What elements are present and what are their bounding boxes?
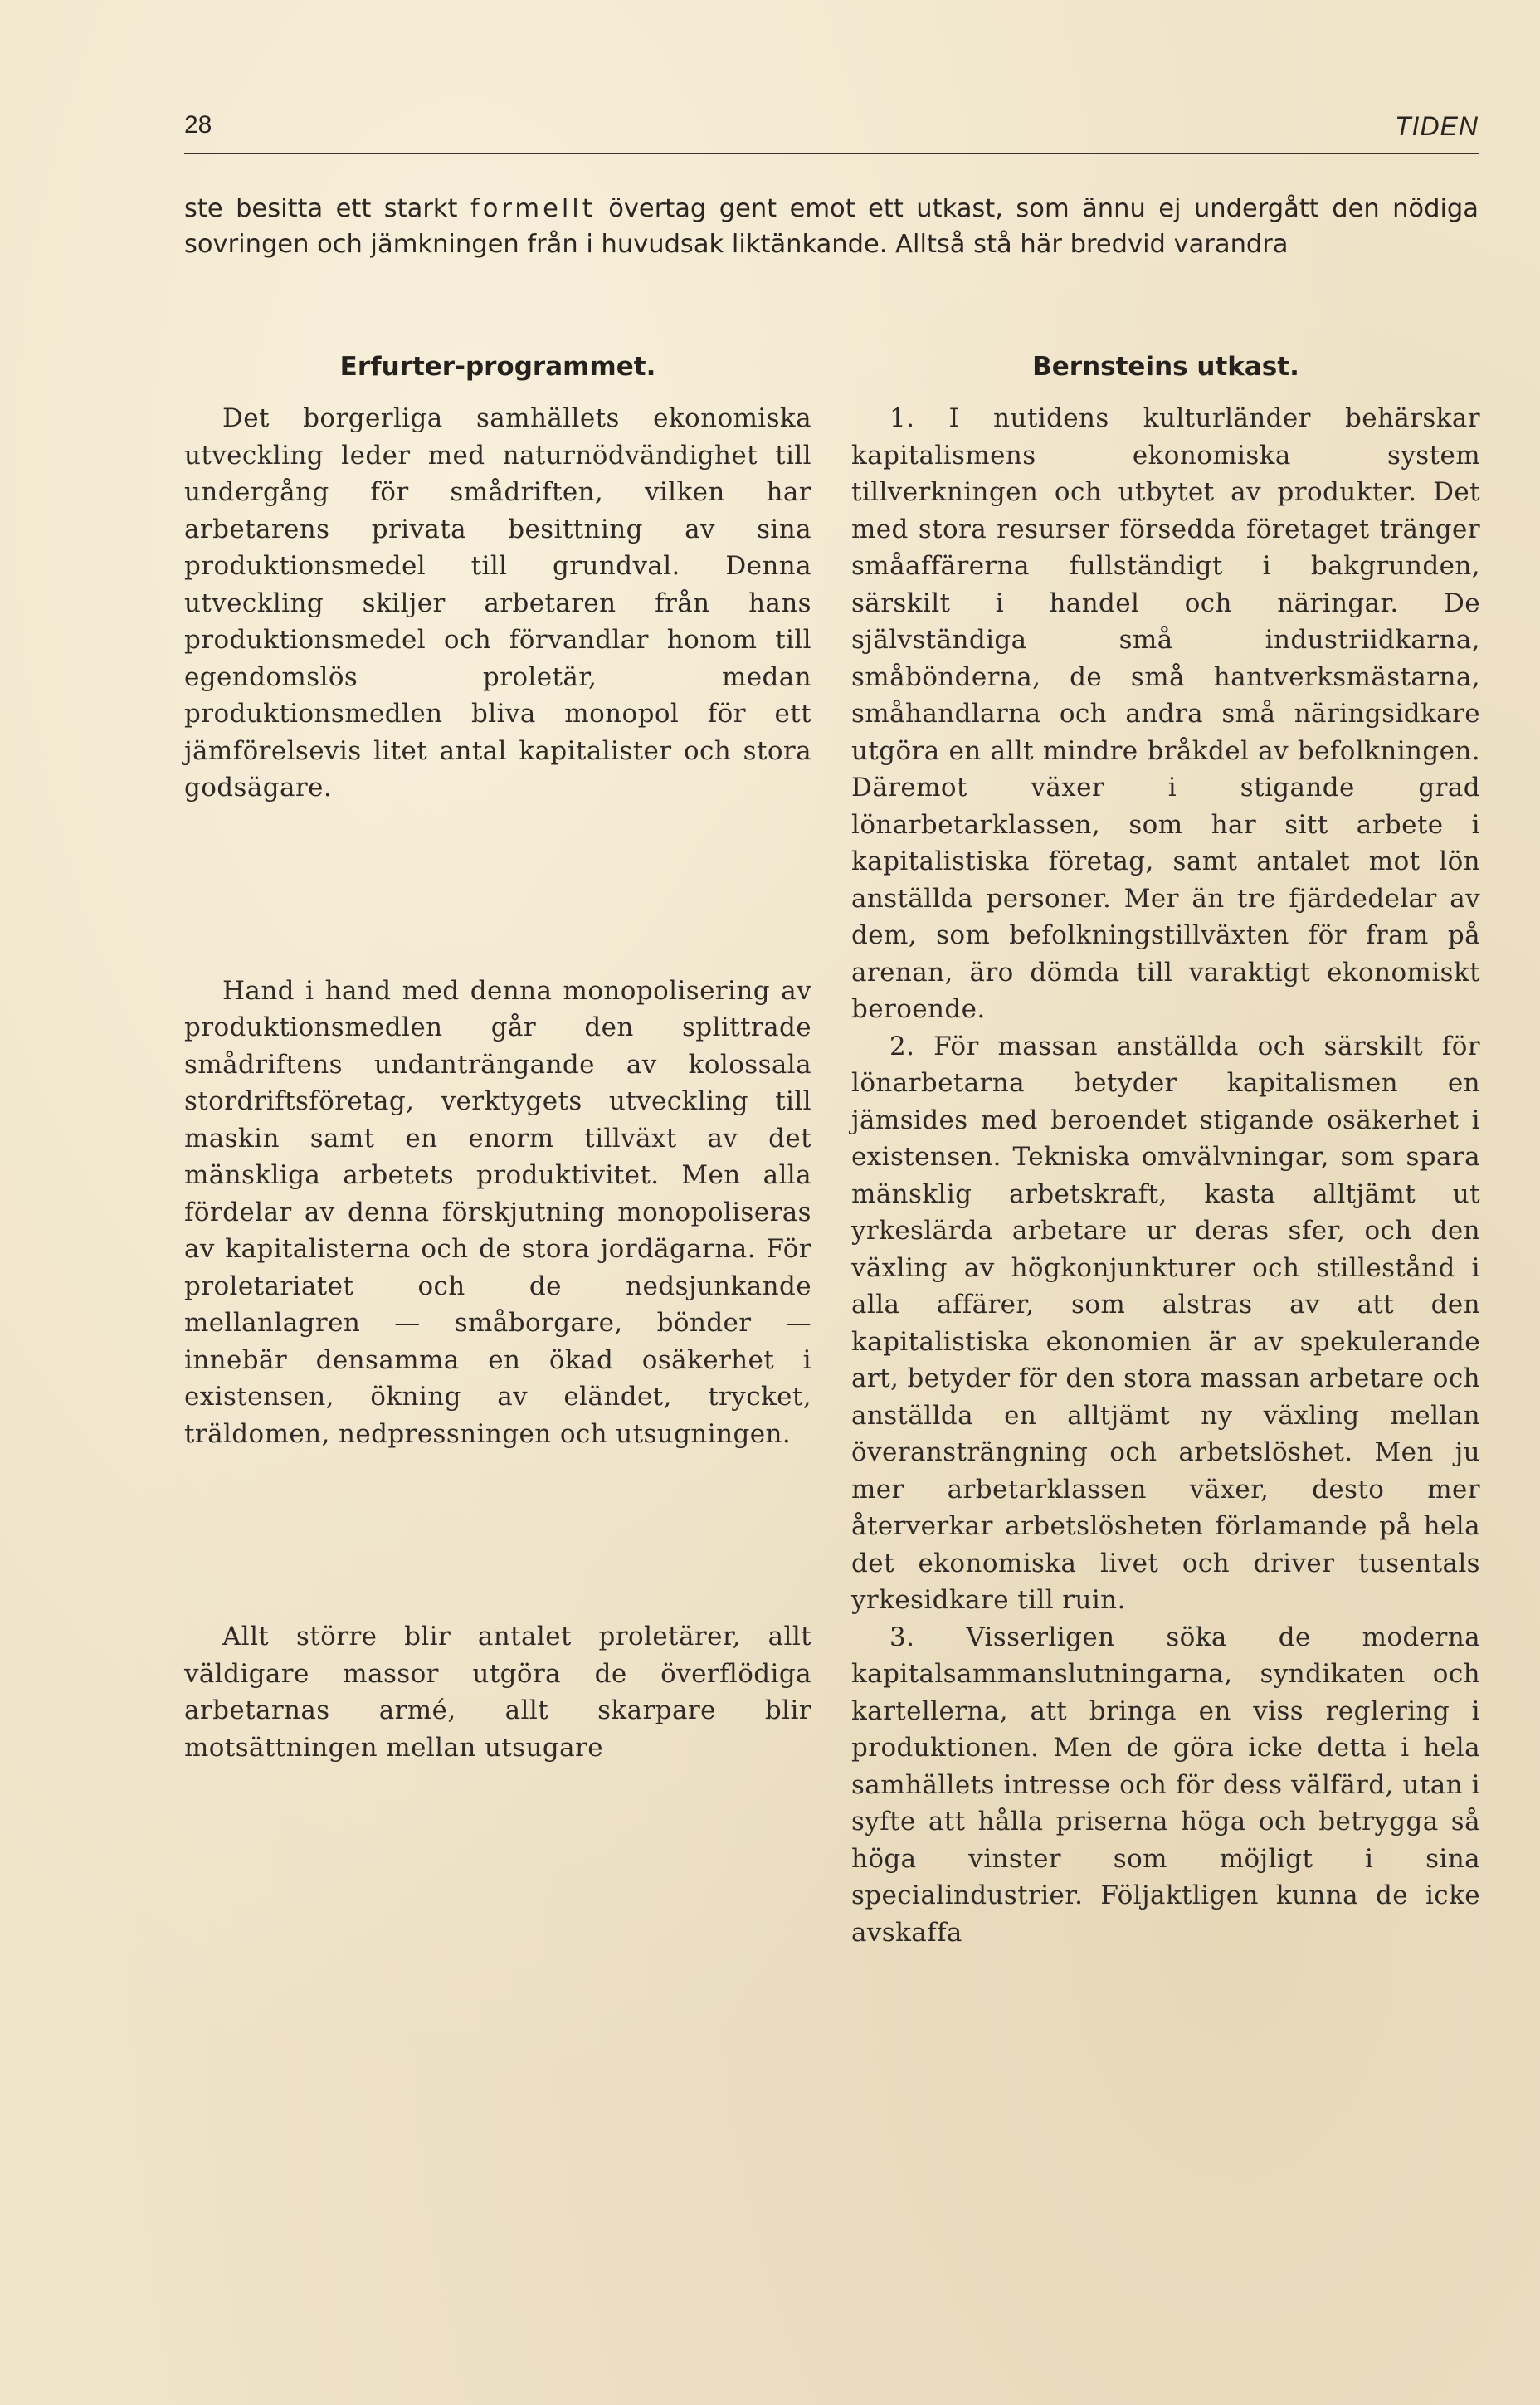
right-column-heading: Bernsteins utkast.	[1032, 352, 1299, 382]
left-paragraph-2: Hand i hand med denna monopolisering av produktionsmedlen går den splittrade smådriftens undanträngande av kolossala stordriftsföretag, verktygets utveckling till maskin samt en enorm tillväxt av det mänskliga arbetets produktivitet. Men alla fördelar av denna förskjutning monopoliseras av kapitalisterna och de stora jordägarna. För proletariatet och de nedsjunkande mellanlagren — småborgare, bönder — innebär densamma en ökad osäkerhet i existensen, ökning av eländet, trycket, träldomen, nedpressningen och utsugningen.	[184, 975, 811, 1449]
journal-name: TIDEN	[1395, 111, 1479, 141]
page-header	[184, 106, 1479, 154]
page-number: 28	[184, 111, 212, 139]
intro-paragraph	[184, 191, 1479, 262]
left-paragraph-3: Allt större blir antalet proletärer, allt väldigare massor utgöra de överflödiga arbetarnas armé, allt skarpare blir motsättningen mellan utsugare	[184, 1622, 811, 1763]
right-paragraph-2: 2. För massan anställda och särskilt för lönarbetarna betyder kapitalismen en jämsides med beroendet stigande osäkerhet i existensen. Tekniska omvälvningar, som spara mänsklig arbetskraft, kasta alltjämt ut yrkeslärda arbetare ur deras sfer, och den växling av högkonjunkturer och stillestånd i alla affärer, som alstras av att den kapitalistiska ekonomien är av spekulerande art, betyder för den stora massan arbetare och anställda en alltjämt ny växling mellan överansträngning och arbetslöshet. Men ju mer arbetarklassen växer, desto mer återverkar arbetslösheten förlamande på hela det ekonomiska livet och driver tusentals yrkesidkare till ruin.	[851, 1031, 1480, 1615]
right-paragraph-3: 3. Visserligen söka de moderna kapitalsammanslutningarna, syndikaten och kartellerna, att bringa en viss reglering i produktionen. Men de göra icke detta i hela samhällets intresse och för dess välfärd, utan i syfte att hålla priserna höga och betrygga så höga vinster som möjligt i sina specialindustrier. Följaktligen kunna de icke avskaffa	[851, 1622, 1480, 1948]
left-column-heading: Erfurter-programmet.	[339, 352, 656, 382]
intro-emphasis: formellt	[470, 194, 596, 223]
right-column-bernstein	[851, 349, 1480, 1951]
right-paragraph-1: 1. I nutidens kulturländer behärskar kapitalismens ekonomiska system tillverkningen och utbytet av produkter. Det med stora resurser försedda företaget tränger småaffärerna fullständigt i bakgrunden, särskilt i handel och näringar. De självständiga små industriidkarna, småbönderna, de små hantverksmästarna, småhandlarna och andra små näringsidkare utgöra en allt mindre bråkdel av befolkningen. Däremot växer i stigande grad lönarbetarklassen, som har sitt arbete i kapitalistiska företag, samt antalet mot lön anställda personer. Mer än tre fjärdedelar av dem, som befolkningstillväxten för fram på arenan, äro dömda till varaktigt ekonomiskt beroende.	[851, 403, 1480, 1024]
left-paragraph-1: Det borgerliga samhällets ekonomiska utveckling leder med naturnödvändighet till undergång för smådriften, vilken har arbetarens privata besittning av sina produktionsmedel till grundval. Denna utveckling skiljer arbetaren från hans produktionsmedel och förvandlar honom till egendomslös proletär, medan produktionsmedlen bliva monopol för ett jämförelsevis litet antal kapitalister och stora godsägare.	[184, 403, 811, 802]
intro-text-start: ste besitta ett starkt	[184, 194, 458, 223]
intro-text-end: övertag gent emot ett utkast, som ännu ej undergått den nödiga sovringen och jämkningen från i huvudsak liktänkande. Alltså stå här bredvid varandra	[184, 194, 1479, 259]
left-column-erfurt	[184, 349, 811, 1766]
